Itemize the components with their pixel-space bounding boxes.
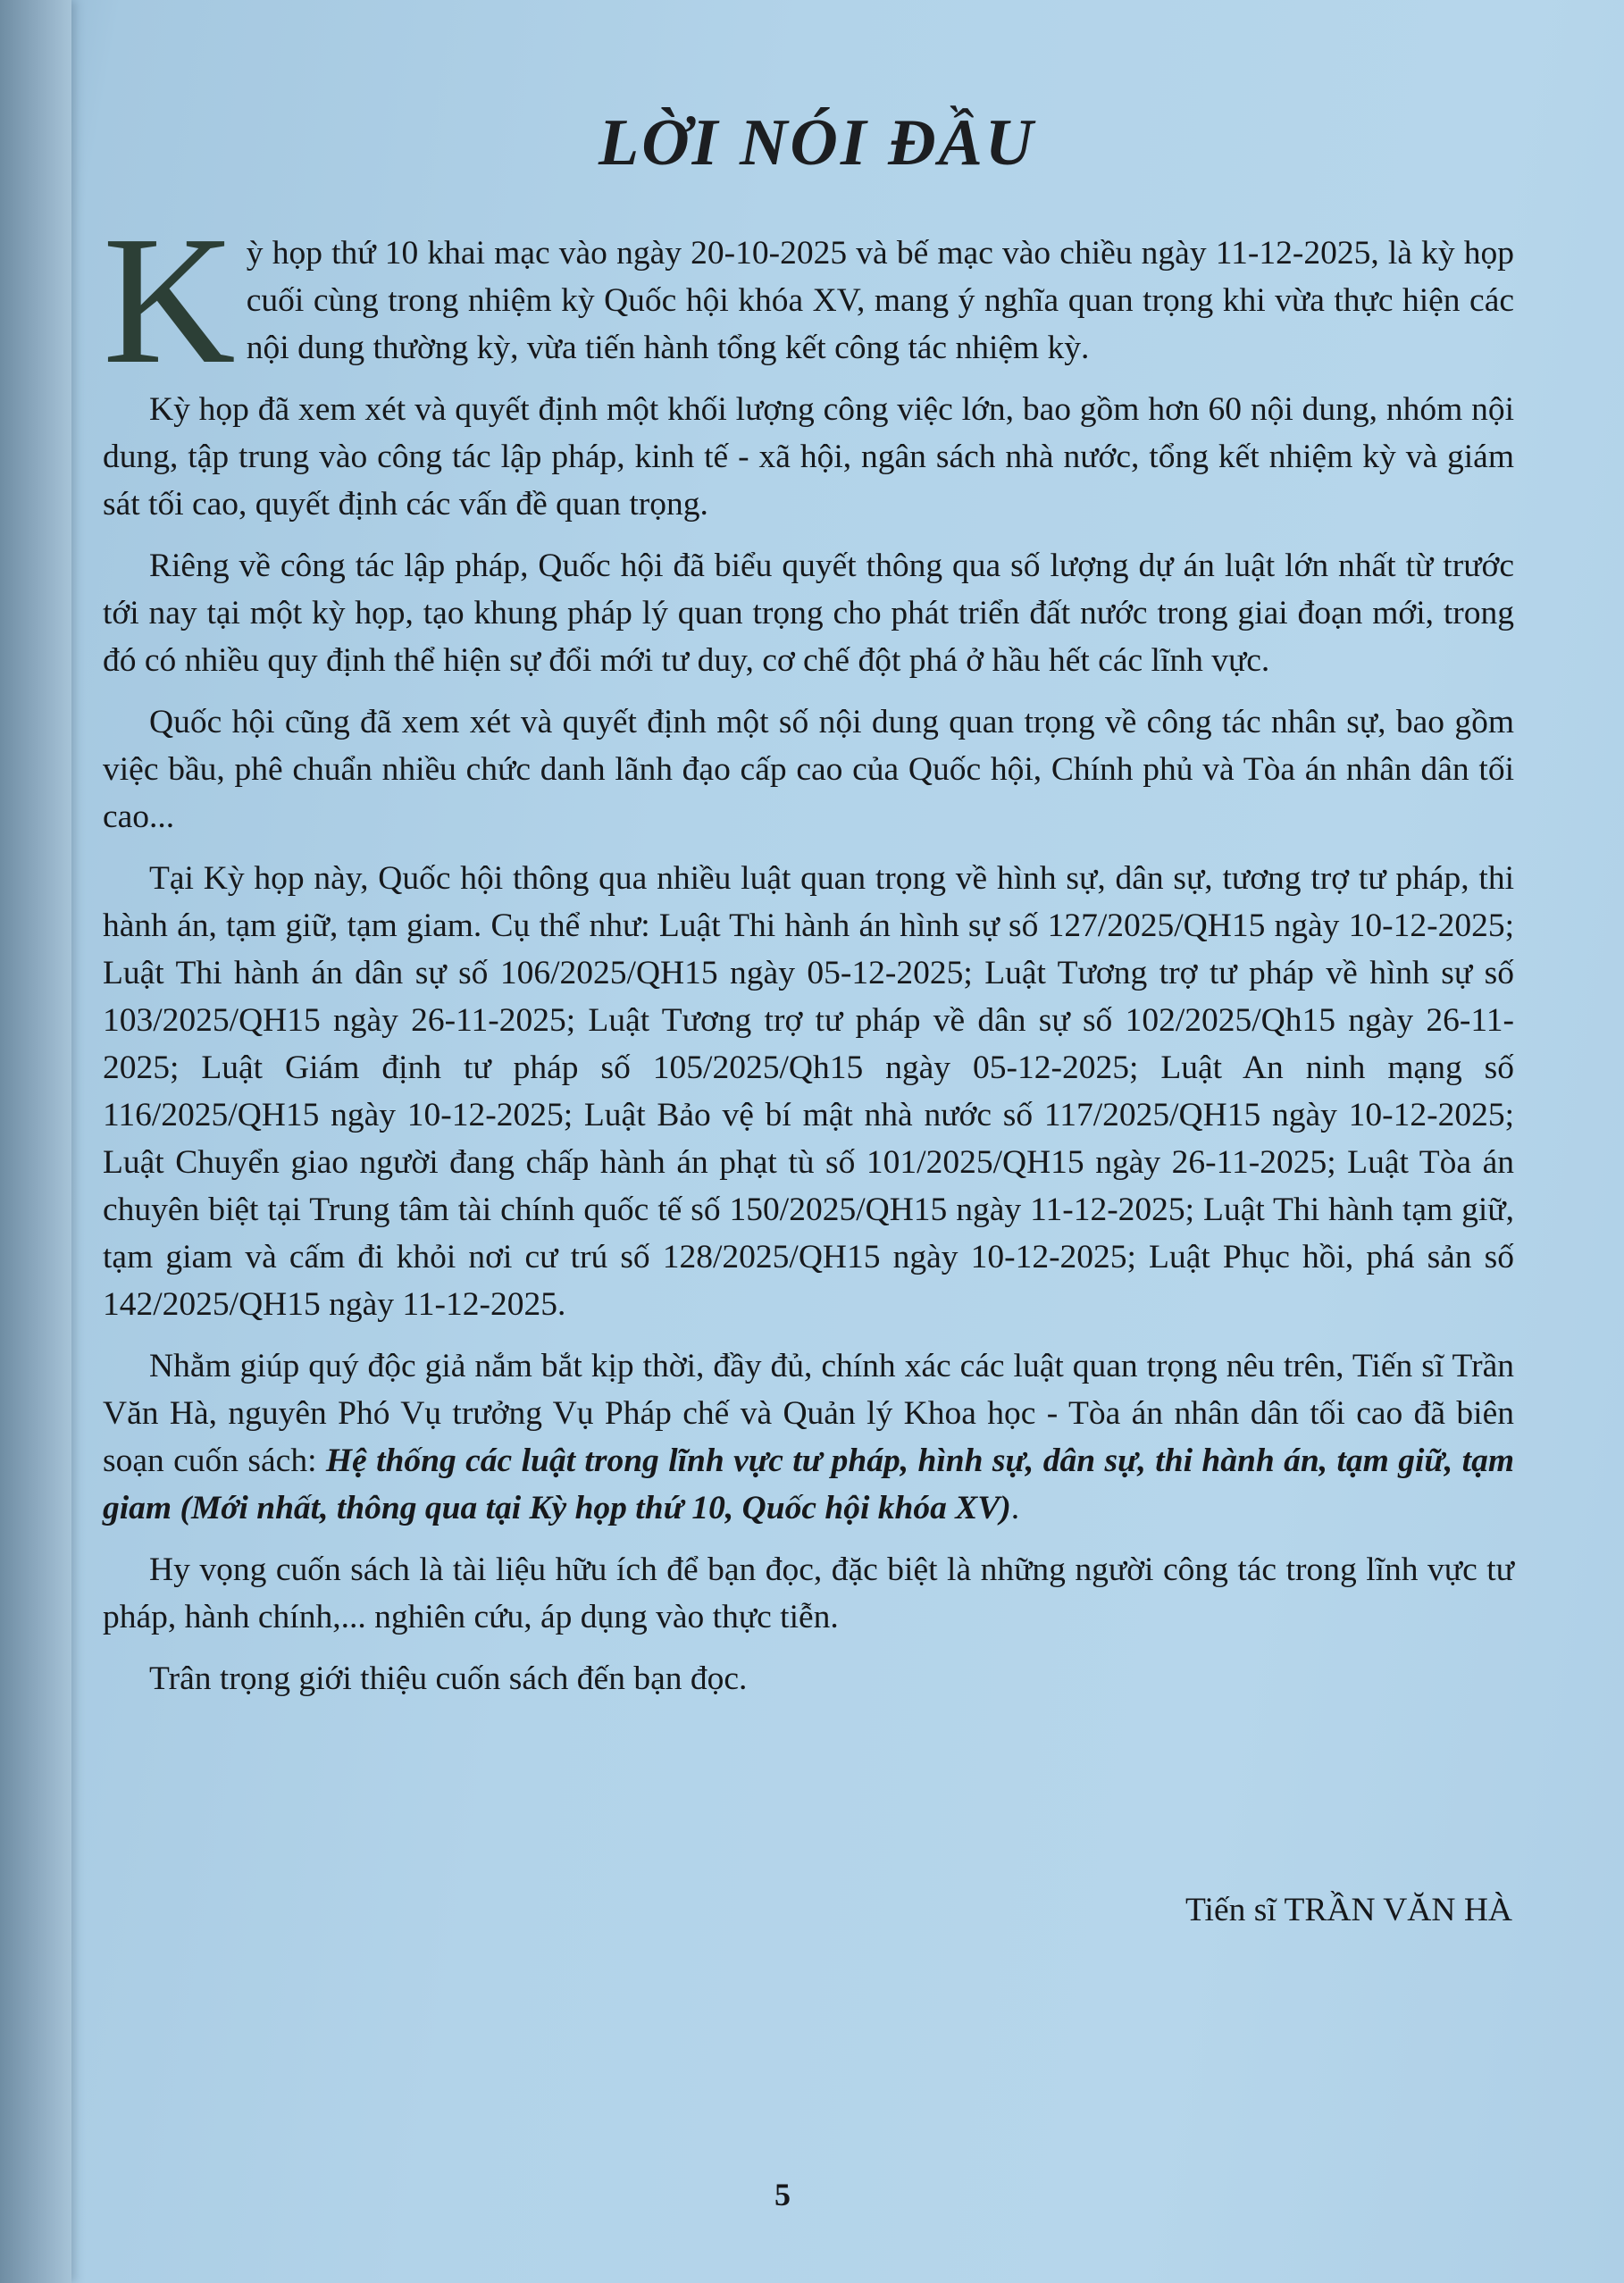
- page-number: 5: [774, 2177, 791, 2212]
- book-page: [89, 0, 1624, 2283]
- drop-cap-letter: K: [103, 197, 236, 402]
- paragraph-closing: Trân trọng giới thiệu cuốn sách đến bạn đọc.: [149, 1660, 748, 1697]
- author-signature: Tiến sĩ TRẦN VĂN HÀ: [1185, 1892, 1512, 1928]
- intro-paragraph: [103, 197, 1514, 402]
- paragraph-legislation: Riêng về công tác lập pháp, Quốc hội đã biểu quyết thông qua số lượng dự án luật lớn nhất từ trước tới nay tại một kỳ họp, tạo khung pháp lý quan trọng cho phát triển đất nước trong giai đoạn mới, trong đó có nhiều quy định thể hiện sự đổi mới tư duy, cơ chế đột phá ở hầu hết các lĩnh vực.: [103, 548, 1514, 679]
- intro-text: ỳ họp thứ 10 khai mạc vào ngày 20-10-2025 và bế mạc vào chiều ngày 11-12-2025, là kỳ họp cuối cùng trong nhiệm kỳ Quốc hội khóa XV, mang ý nghĩa quan trọng khi vừa thực hiện các nội dung thường kỳ, vừa tiến hành tổng kết công tác nhiệm kỳ.: [246, 235, 1514, 366]
- book-intro-end: .: [1010, 1490, 1020, 1526]
- book-title: Hệ thống các luật trong lĩnh vực tư pháp, hình sự, dân sự, thi hành án, tạm giữ, tạm giam (Mới nhất, thông qua tại Kỳ họp thứ 10, Quốc hội khóa XV): [103, 1443, 1514, 1526]
- paragraph-personnel: Quốc hội cũng đã xem xét và quyết định một số nội dung quan trọng về công tác nhân sự, bao gồm việc bầu, phê chuẩn nhiều chức danh lãnh đạo cấp cao của Quốc hội, Chính phủ và Tòa án nhân dân tối cao...: [103, 704, 1514, 835]
- paragraph-laws-list: Tại Kỳ họp này, Quốc hội thông qua nhiều luật quan trọng về hình sự, dân sự, tương trợ tư pháp, thi hành án, tạm giữ, tạm giam. Cụ thể như: Luật Thi hành án hình sự số 127/2025/QH15 ngày 10-12-2025; Luật Thi hành án dân sự số 106/2025/QH15 ngày 05-12-2025; Luật Tương trợ tư pháp về hình sự số 103/2025/QH15 ngày 26-11-2025; Luật Tương trợ tư pháp về dân sự số 102/2025/Qh15 ngày 26-11-2025; Luật Giám định tư pháp số 105/2025/Qh15 ngày 05-12-2025; Luật An ninh mạng số 116/2025/QH15 ngày 10-12-2025; Luật Bảo vệ bí mật nhà nước số 117/2025/QH15 ngày 10-12-2025; Luật Chuyển giao người đang chấp hành án phạt tù số 101/2025/QH15 ngày 26-11-2025; Luật Tòa án chuyên biệt tại Trung tâm tài chính quốc tế số 150/2025/QH15 ngày 11-12-2025; Luật Thi hành tạm giữ, tạm giam và cấm đi khỏi nơi cư trú số 128/2025/QH15 ngày 10-12-2025; Luật Phục hồi, phá sản số 142/2025/QH15 ngày 11-12-2025.: [103, 860, 1514, 1323]
- paragraph-hope: Hy vọng cuốn sách là tài liệu hữu ích để bạn đọc, đặc biệt là những người công tác trong lĩnh vực tư pháp, hành chính,... nghiên cứu, áp dụng vào thực tiễn.: [103, 1551, 1514, 1635]
- book-spine-shadow: [0, 0, 71, 2283]
- preface-body: [103, 197, 1514, 1717]
- paragraph-book-intro: [103, 1342, 1514, 1532]
- paragraph-work-volume: Kỳ họp đã xem xét và quyết định một khối lượng công việc lớn, bao gồm hơn 60 nội dung, nhóm nội dung, tập trung vào công tác lập pháp, kinh tế - xã hội, ngân sách nhà nước, tổng kết nhiệm kỳ và giám sát tối cao, quyết định các vấn đề quan trọng.: [103, 391, 1514, 523]
- book-intro-lead: Nhằm giúp quý độc giả nắm bắt kịp thời, đầy đủ, chính xác các luật quan trọng nêu trên, Tiến sĩ Trần Văn Hà, nguyên Phó Vụ trưởng Vụ Pháp chế và Quản lý Khoa học - Tòa án nhân dân tối cao đã biên soạn cuốn sách:: [103, 1348, 1514, 1479]
- page-title: LỜI NÓI ĐẦU: [599, 106, 1036, 180]
